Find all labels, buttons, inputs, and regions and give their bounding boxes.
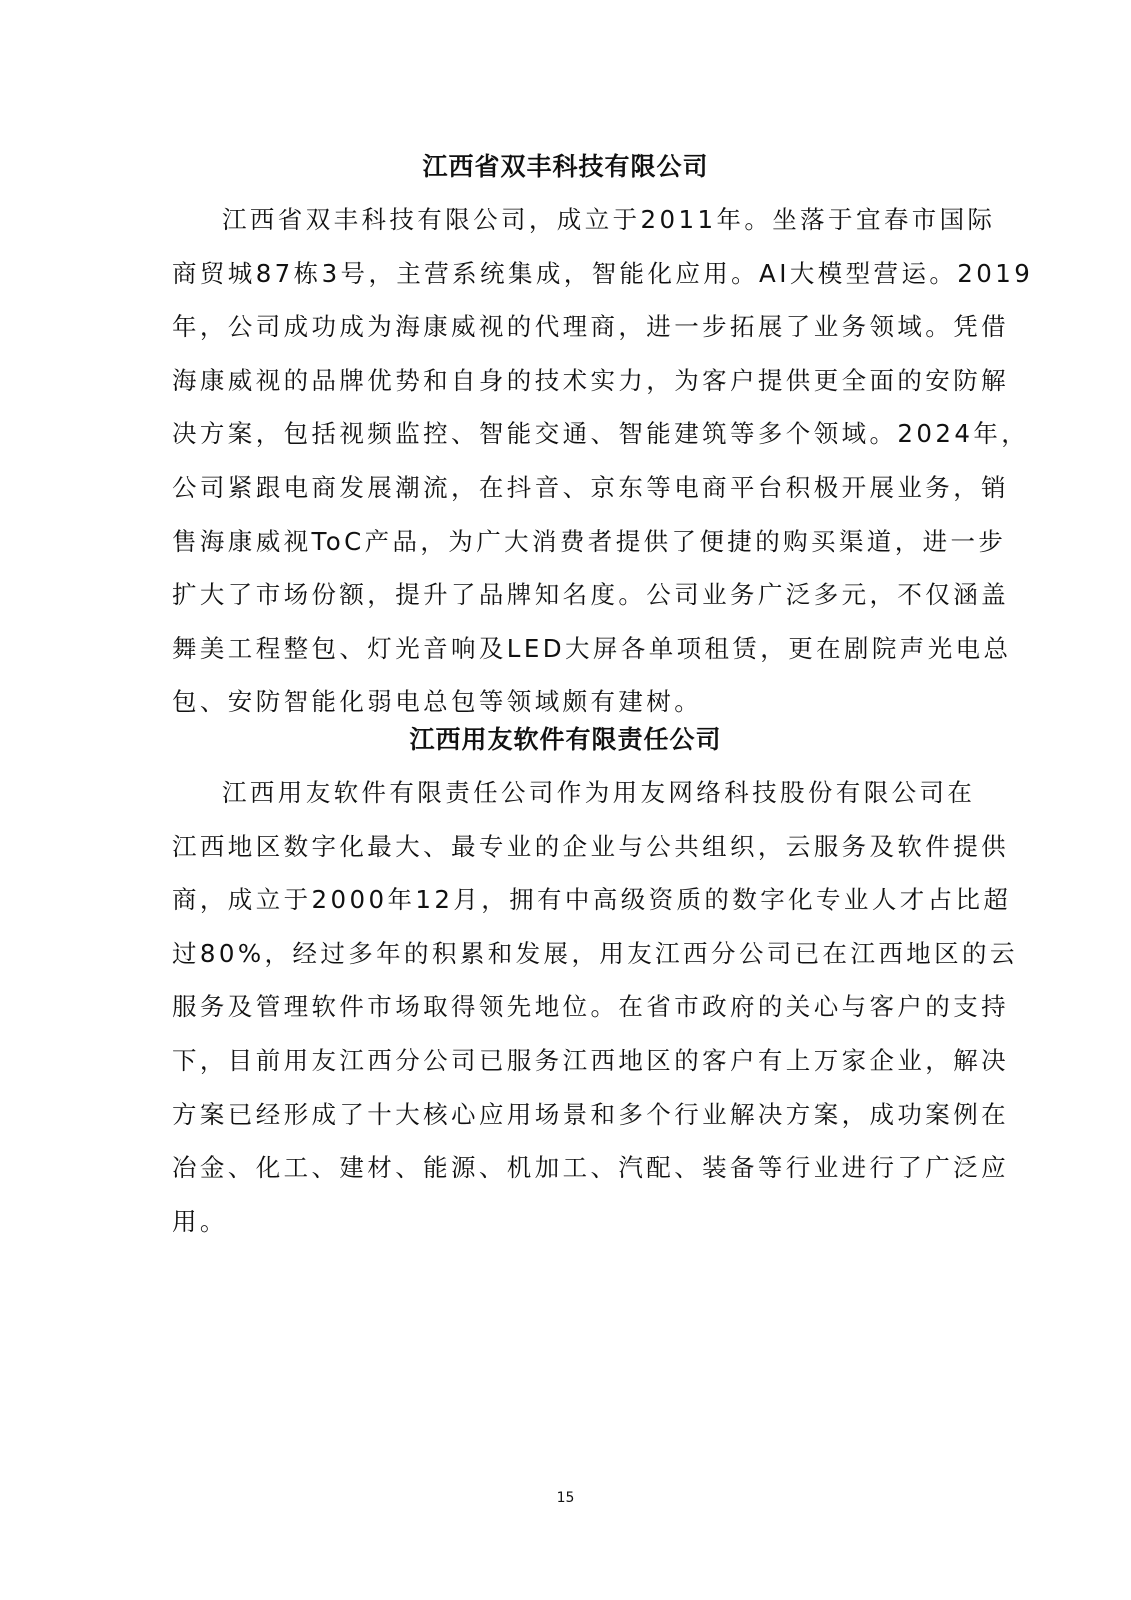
paragraph-line: 方案已经形成了十大核心应用场景和多个行业解决方案，成功案例在 [172,1099,1009,1129]
paragraph-line: 商贸城87栋3号，主营系统集成，智能化应用。AI大模型营运。2019 [172,258,1034,288]
paragraph-line: 商，成立于2000年12月，拥有中高级资质的数字化专业人才占比超 [172,885,1012,915]
paragraph-line: 舞美工程整包、灯光音响及LED大屏各单项租赁，更在剧院声光电总 [172,633,1012,663]
paragraph-line: 公司紧跟电商发展潮流，在抖音、京东等电商平台积极开展业务，销 [172,472,1009,502]
paragraph-line: 江西用友软件有限责任公司作为用友网络科技股份有限公司在 [222,778,976,807]
paragraph-line: 年，公司成功成为海康威视的代理商，进一步拓展了业务领域。凭借 [172,312,1009,342]
paragraph-line: 决方案，包括视频监控、智能交通、智能建筑等多个领域。2024年， [172,419,1030,449]
paragraph-line: 售海康威视ToC产品，为广大消费者提供了便捷的购买渠道，进一步 [172,526,1007,556]
paragraph-line: 冶金、化工、建材、能源、机加工、汽配、装备等行业进行了广泛应 [172,1153,1009,1183]
paragraph-line: 下，目前用友江西分公司已服务江西地区的客户有上万家企业，解决 [172,1045,1009,1075]
section-body-yonyou [172,766,1018,1248]
section-body-shuangfeng [172,193,1034,729]
paragraph-line: 江西省双丰科技有限公司，成立于2011年。坐落于宜春市国际 [222,205,996,234]
paragraph-line: 过80%，经过多年的积累和发展，用友江西分公司已在江西地区的云 [172,938,1018,968]
section-heading-shuangfeng: 江西省双丰科技有限公司 [422,152,709,181]
paragraph-line: 海康威视的品牌优势和自身的技术实力，为客户提供更全面的安防解 [172,365,1009,395]
paragraph-line: 服务及管理软件市场取得领先地位。在省市政府的关心与客户的支持 [172,992,1009,1022]
page-number: 15 [556,1490,575,1506]
paragraph-line: 扩大了市场份额，提升了品牌知名度。公司业务广泛多元，不仅涵盖 [172,580,1009,610]
paragraph-line: 用。 [172,1206,228,1236]
section-heading-yonyou: 江西用友软件有限责任公司 [409,725,722,754]
paragraph-line: 包、安防智能化弱电总包等领域颇有建树。 [172,687,703,717]
paragraph-line: 江西地区数字化最大、最专业的企业与公共组织，云服务及软件提供 [172,831,1009,861]
